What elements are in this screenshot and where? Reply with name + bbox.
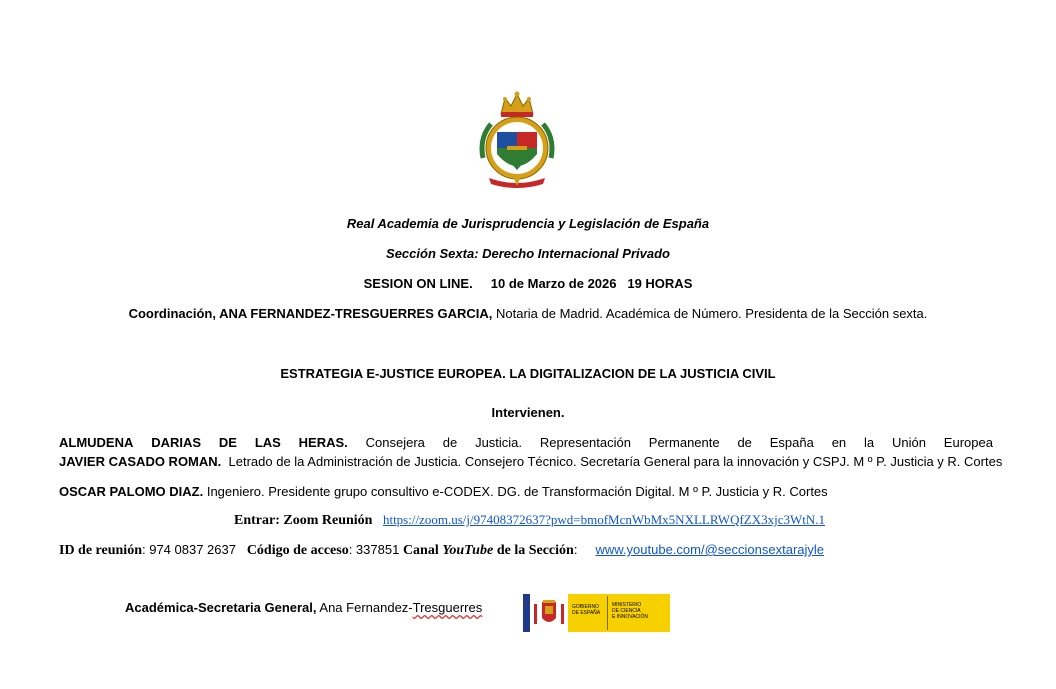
signer-name-part-misspelled: Tresguerres bbox=[412, 600, 483, 615]
session-line bbox=[0, 276, 1056, 291]
speakers-heading: Intervienen. bbox=[491, 405, 565, 420]
speaker-1-role-word: en bbox=[831, 435, 847, 450]
gov-label-line: DE ESPAÑA bbox=[572, 610, 601, 616]
session-label: SESION ON LINE. bbox=[363, 276, 473, 291]
ministry-label bbox=[612, 602, 648, 620]
speaker-1-role-word: Permanente bbox=[648, 435, 720, 450]
academy-title: Real Academia de Jurisprudencia y Legislación de España bbox=[346, 216, 710, 231]
eu-stripe bbox=[523, 594, 530, 632]
zoom-line bbox=[234, 512, 825, 529]
signer-name bbox=[319, 600, 482, 615]
speaker-2-role: Letrado de la Administración de Justicia. Consejero Técnico. Secretaría General para la innovación y CSPJ. M º P. Justicia y R. Cortes bbox=[228, 454, 1003, 469]
coordination-line bbox=[0, 306, 1056, 321]
topic-title: ESTRATEGIA E-JUSTICE EUROPEA. LA DIGITALIZACION DE LA JUSTICIA CIVIL bbox=[280, 366, 776, 381]
channel-colon: : bbox=[573, 542, 578, 557]
academy-crest-icon bbox=[473, 88, 561, 188]
speaker-1-role-word: Consejera bbox=[365, 435, 425, 450]
ministry-label-line: MINISTERIO bbox=[612, 602, 642, 608]
signer-name-part: Ana Fernandez- bbox=[319, 600, 413, 615]
speaker-1-role-word: de bbox=[737, 435, 752, 450]
speaker-3-role: Ingeniero. Presidente grupo consultivo e-CODEX. DG. de Transformación Digital. M º P. Justicia y R. Cortes bbox=[206, 484, 828, 499]
speaker-1-name-word: HERAS. bbox=[298, 435, 348, 450]
speaker-3-line bbox=[59, 484, 828, 499]
speaker-1-name-word: DARIAS bbox=[151, 435, 202, 450]
signature-line bbox=[125, 600, 482, 615]
ministry-label-line: E INNOVACIÓN bbox=[612, 614, 649, 620]
logo-divider bbox=[607, 596, 608, 630]
ministry-label-line: DE CIENCIA bbox=[612, 608, 641, 614]
meeting-line bbox=[59, 542, 824, 559]
speaker-1-role-word: España bbox=[769, 435, 814, 450]
zoom-link[interactable]: https://zoom.us/j/97408372637?pwd=bmofMcnWbMx5NXLLRWQfZX3xjc3WtN.1 bbox=[382, 512, 826, 527]
gov-label bbox=[572, 604, 600, 616]
speaker-1-name-word: ALMUDENA bbox=[59, 435, 134, 450]
speaker-1-role-word: Representación bbox=[539, 435, 631, 450]
access-code-label: Código de acceso bbox=[246, 543, 349, 558]
meeting-id-value: : 974 0837 2637 bbox=[141, 542, 236, 557]
speaker-1-role-word: Unión bbox=[891, 435, 926, 450]
speaker-1-role-word: Justicia. bbox=[475, 435, 523, 450]
gobierno-de-espana-logo bbox=[523, 594, 670, 632]
speaker-1-line bbox=[59, 435, 993, 450]
speaker-2-line bbox=[59, 454, 1002, 469]
speaker-1-name-word: LAS bbox=[254, 435, 281, 450]
coat-of-arms-icon bbox=[530, 594, 568, 632]
coordination-text: Notaria de Madrid. Académica de Número. Presidenta de la Sección sexta. bbox=[495, 306, 928, 321]
channel-prefix: Canal bbox=[402, 543, 439, 558]
coordination-label: Coordinación, ANA FERNANDEZ-TRESGUERRES GARCIA, bbox=[128, 306, 493, 321]
speaker-1-role-word: de bbox=[442, 435, 458, 450]
session-time: 19 HORAS bbox=[627, 276, 693, 291]
youtube-link[interactable]: www.youtube.com/@seccionsextarajyle bbox=[595, 542, 825, 557]
access-code-value: : 337851 bbox=[348, 542, 400, 557]
session-date: 10 de Marzo de 2026 bbox=[490, 276, 617, 291]
speaker-1-role-word: la bbox=[864, 435, 875, 450]
section-title: Sección Sexta: Derecho Internacional Privado bbox=[386, 246, 670, 261]
signer-label: Académica-Secretaria General, bbox=[125, 600, 317, 615]
meeting-id-label: ID de reunión bbox=[59, 543, 142, 558]
channel-suffix: de la Sección bbox=[496, 543, 574, 558]
speaker-3-name: OSCAR PALOMO DIAZ. bbox=[59, 484, 204, 499]
zoom-label: Entrar: Zoom Reunión bbox=[234, 513, 373, 528]
channel-name: YouTube bbox=[442, 543, 494, 558]
speaker-1-role-word: Europea bbox=[943, 435, 993, 450]
speaker-2-name: JAVIER CASADO ROMAN. bbox=[59, 454, 222, 469]
gov-label-line: GOBIERNO bbox=[572, 604, 599, 610]
speaker-1-name-word: DE bbox=[218, 435, 237, 450]
